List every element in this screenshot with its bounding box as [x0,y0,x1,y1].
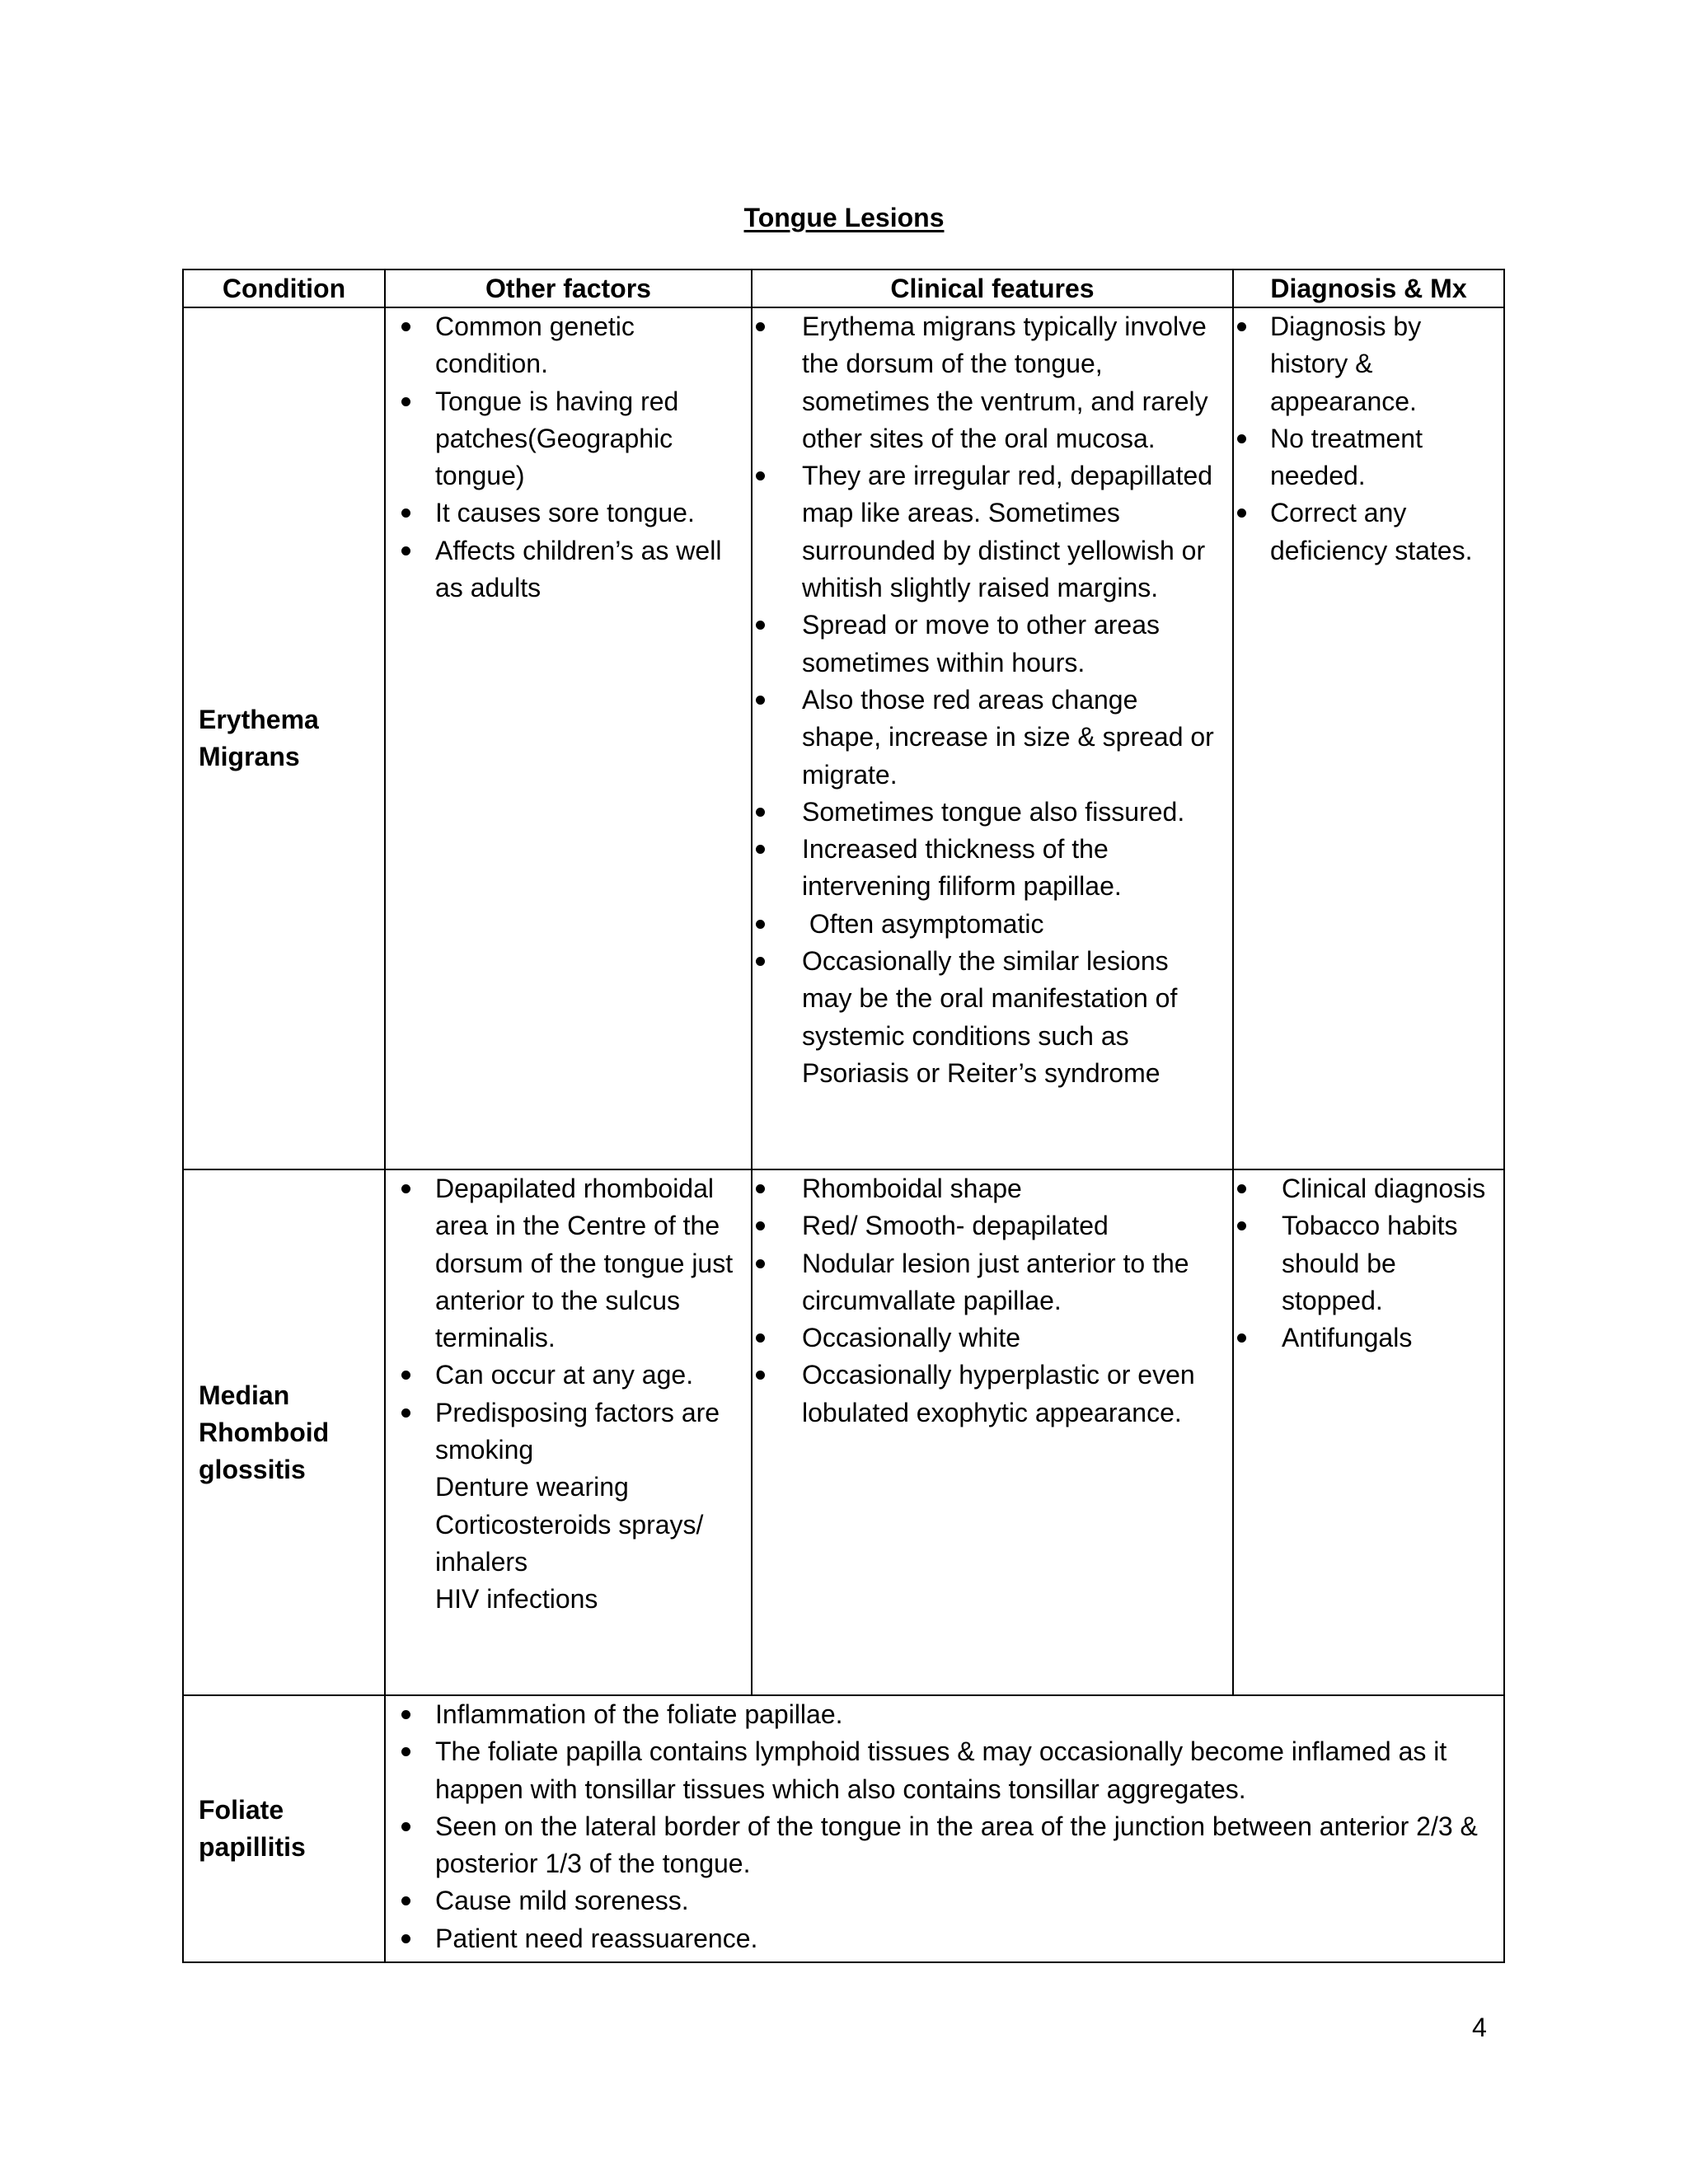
bullet-icon [756,1221,765,1230]
bullet-icon [756,808,765,817]
bullet-icon [756,471,765,480]
bullet-icon [401,1934,410,1943]
list-item: Common genetic condition. [386,308,751,383]
bullet-icon [1237,1221,1246,1230]
list-item: They are irregular red, depapillated map like areas. Sometimes surrounded by distinct yellowish or whitish slightly raised margins. [753,457,1232,607]
list-item: Affects children’s as well as adults [386,532,751,607]
bullet-icon [756,696,765,705]
table-row [183,1169,1504,1695]
bullet-icon [401,322,410,331]
bullet-icon [1237,509,1246,518]
other-factors-cell [385,1169,752,1695]
list-item: Seen on the lateral border of the tongue in the area of the junction between anterior 2/3 & posterior 1/3 of the tongue. [386,1808,1503,1883]
bullet-icon [401,1822,410,1831]
header-clinical-features: Clinical features [752,269,1233,307]
bullet-icon [756,1333,765,1343]
condition-cell [183,1169,385,1695]
clinical-features-cell [752,307,1233,1169]
bullet-icon [401,397,410,406]
list-item: Patient need reassuarence. [386,1920,1503,1957]
table-row [183,307,1504,1169]
bullet-icon [401,1408,410,1418]
bullet-icon [756,322,765,331]
bullet-icon [1237,1184,1246,1193]
diagnosis-cell [1233,307,1504,1169]
header-other-factors: Other factors [385,269,752,307]
condition-name-line: Median [199,1380,290,1410]
table-header-row [183,269,1504,307]
condition-cell [183,1695,385,1962]
list-item: Increased thickness of the intervening filiform papillae. [753,831,1232,906]
header-condition: Condition [183,269,385,307]
bullet-icon [401,546,410,555]
condition-name-line: Migrans [199,742,300,771]
table-row [183,1695,1504,1962]
list-item: The foliate papilla contains lymphoid tissues & may occasionally become inflamed as it happen with tonsillar tissues which also contains tonsillar aggregates. [386,1733,1503,1808]
list-item: Tongue is having red patches(Geographic tongue) [386,383,751,495]
list-item: Clinical diagnosis [1234,1170,1503,1207]
condition-name-line: papillitis [199,1832,306,1862]
condition-name-line: Foliate [199,1795,284,1825]
list-item: Predisposing factors are smoking [386,1394,751,1469]
diagnosis-cell [1233,1169,1504,1695]
condition-cell [183,307,385,1169]
predisposing-factor: Corticosteroids sprays/ inhalers [435,1509,704,1577]
list-item: Depapilated rhomboidal area in the Centre of the dorsum of the tongue just anterior to the sulcus terminalis. [386,1170,751,1357]
list-item: Antifungals [1234,1319,1503,1357]
list-item: Can occur at any age. [386,1357,751,1394]
bullet-icon [401,1184,410,1193]
bullet-icon [1237,1333,1246,1343]
list-item: Cause mild soreness. [386,1882,1503,1919]
list-item: Sometimes tongue also fissured. [753,794,1232,831]
predisposing-factor: HIV infections [435,1584,598,1615]
bullet-icon [756,1371,765,1380]
list-item: Rhomboidal shape [753,1170,1232,1207]
bullet-icon [1237,434,1246,443]
bullet-icon [401,1747,410,1756]
bullet-icon [401,1710,410,1719]
clinical-features-cell [752,1169,1233,1695]
list-item: Tobacco habits should be stopped. [1234,1207,1503,1319]
list-item: Occasionally the similar lesions may be the oral manifestation of systemic conditions such as Psoriasis or Reiter’s syndrome [753,943,1232,1092]
list-item: Diagnosis by history & appearance. [1234,308,1503,420]
bullet-icon [756,1184,765,1193]
merged-description-cell [385,1695,1504,1962]
bullet-icon [756,957,765,966]
bullet-icon [1237,322,1246,331]
list-item: Often asymptomatic [753,906,1232,943]
predisposing-factor: Denture wearing [435,1472,629,1502]
condition-name-line: glossitis [199,1454,306,1484]
list-item: Occasionally hyperplastic or even lobulated exophytic appearance. [753,1357,1232,1432]
bullet-icon [401,1371,410,1380]
condition-name-line: Rhomboid [199,1417,330,1447]
list-item: Nodular lesion just anterior to the circumvallate papillae. [753,1245,1232,1320]
bullet-icon [401,509,410,518]
page-title: Tongue Lesions [743,203,945,232]
condition-name-line: Erythema [199,705,319,734]
list-item: Spread or move to other areas sometimes within hours. [753,607,1232,682]
bullet-icon [756,920,765,929]
list-item: Also those red areas change shape, increase in size & spread or migrate. [753,682,1232,794]
bullet-icon [756,845,765,854]
bullet-icon [756,1259,765,1268]
list-item: Correct any deficiency states. [1234,494,1503,569]
header-diagnosis: Diagnosis & Mx [1233,269,1504,307]
list-item: No treatment needed. [1234,420,1503,495]
other-factors-cell [385,307,752,1169]
page-number: 4 [1472,2013,1487,2042]
bullet-icon [756,621,765,630]
list-item: Occasionally white [753,1319,1232,1357]
list-item: It causes sore tongue. [386,494,751,532]
tongue-lesions-table [182,269,1505,1963]
list-item: Erythema migrans typically involve the dorsum of the tongue, sometimes the ventrum, and rarely other sites of the oral mucosa. [753,308,1232,457]
bullet-icon [401,1896,410,1905]
list-item: Red/ Smooth- depapilated [753,1207,1232,1244]
list-item: Inflammation of the foliate papillae. [386,1696,1503,1733]
